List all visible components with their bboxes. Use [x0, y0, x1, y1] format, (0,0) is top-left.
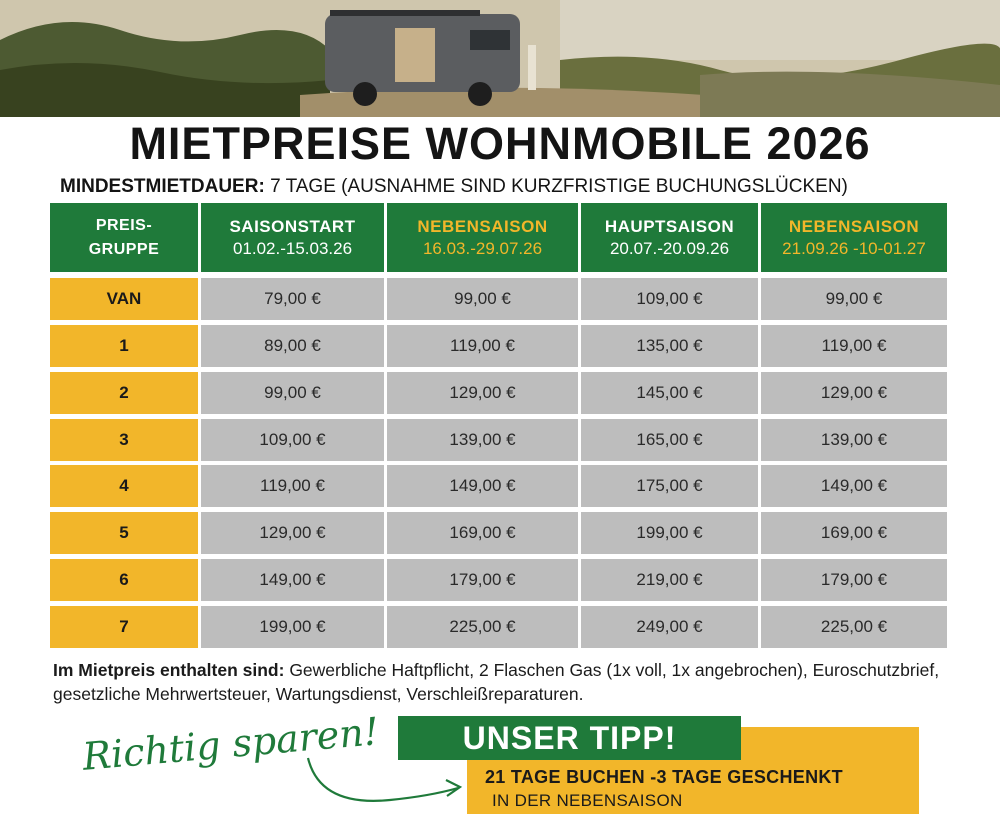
price-cell: 139,00 € — [761, 419, 947, 461]
price-group-cell: 3 — [50, 419, 198, 461]
price-cell: 179,00 € — [761, 559, 947, 601]
page-title: MIETPREISE WOHNMOBILE 2026 — [129, 118, 871, 169]
tip-condition: IN DER NEBENSAISON — [492, 791, 683, 810]
price-cell: 79,00 € — [201, 278, 384, 320]
price-group-cell: 4 — [50, 465, 198, 507]
price-cell: 99,00 € — [761, 278, 947, 320]
price-group-cell: 1 — [50, 325, 198, 367]
price-cell: 199,00 € — [581, 512, 758, 554]
price-cell: 149,00 € — [761, 465, 947, 507]
tip-heading: UNSER TIPP! — [398, 716, 741, 760]
price-group-cell: 7 — [50, 606, 198, 648]
header-season-4 — [761, 203, 947, 272]
price-cell: 199,00 € — [201, 606, 384, 648]
season-dates: 20.07.-20.09.26 — [609, 238, 730, 258]
price-cell: 169,00 € — [387, 512, 578, 554]
price-cell: 119,00 € — [201, 465, 384, 507]
price-group-cell: VAN — [50, 278, 198, 320]
price-cell: 145,00 € — [581, 372, 758, 414]
price-cell: 165,00 € — [581, 419, 758, 461]
header-season-3 — [581, 203, 758, 272]
price-cell: 225,00 € — [761, 606, 947, 648]
price-cell: 225,00 € — [387, 606, 578, 648]
price-group-cell: 2 — [50, 372, 198, 414]
minimum-rental-note — [60, 176, 848, 198]
minimum-rental-text: 7 TAGE (AUSNAHME SIND KURZFRISTIGE BUCHUNGSLÜCKEN) — [270, 176, 848, 197]
price-cell: 109,00 € — [581, 278, 758, 320]
header-season-2 — [387, 203, 578, 272]
included-label: Im Mietpreis enthalten sind: — [53, 660, 285, 680]
price-cell: 139,00 € — [387, 419, 578, 461]
price-cell: 179,00 € — [387, 559, 578, 601]
price-cell: 119,00 € — [761, 325, 947, 367]
price-cell: 149,00 € — [387, 465, 578, 507]
price-table — [50, 203, 947, 649]
save-script-text: Richtig sparen! — [80, 709, 381, 779]
hero-image — [0, 0, 1000, 117]
price-cell: 89,00 € — [201, 325, 384, 367]
price-cell: 149,00 € — [201, 559, 384, 601]
price-cell: 219,00 € — [581, 559, 758, 601]
price-cell: 169,00 € — [761, 512, 947, 554]
season-dates: 16.03.-29.07.26 — [422, 238, 543, 258]
season-name: HAUPTSAISON — [604, 216, 735, 236]
price-cell: 109,00 € — [201, 419, 384, 461]
season-name: NEBENSAISON — [788, 216, 920, 236]
tip-offer: 21 TAGE BUCHEN -3 TAGE GESCHENKT — [485, 767, 843, 787]
price-cell: 249,00 € — [581, 606, 758, 648]
price-cell: 129,00 € — [201, 512, 384, 554]
price-cell: 99,00 € — [387, 278, 578, 320]
included-services — [53, 658, 983, 706]
price-cell: 129,00 € — [761, 372, 947, 414]
price-cell: 135,00 € — [581, 325, 758, 367]
season-name: SAISONSTART — [229, 216, 356, 236]
season-dates: 21.09.26 -10-01.27 — [782, 238, 926, 258]
price-cell: 129,00 € — [387, 372, 578, 414]
price-cell: 175,00 € — [581, 465, 758, 507]
header-group-line2: GRUPPE — [88, 240, 160, 258]
header-season-1 — [201, 203, 384, 272]
price-cell: 119,00 € — [387, 325, 578, 367]
curved-arrow-icon — [300, 752, 470, 812]
season-name: NEBENSAISON — [417, 216, 548, 236]
season-dates: 01.02.-15.03.26 — [232, 238, 353, 258]
campervan-landscape-photo — [0, 0, 1000, 117]
header-price-group — [50, 203, 198, 272]
price-group-cell: 5 — [50, 512, 198, 554]
price-cell: 99,00 € — [201, 372, 384, 414]
header-group-line1: PREIS- — [95, 216, 153, 234]
included-text: Gewerbliche Haftpflicht, 2 Flaschen Gas (1x voll, 1x angebrochen), Euroschutzbrief, gesetzliche Mehrwertsteuer, Wartungsdienst, Verschleißreparaturen. — [53, 660, 940, 704]
price-group-cell: 6 — [50, 559, 198, 601]
minimum-rental-label: MINDESTMIETDAUER: — [60, 176, 265, 197]
